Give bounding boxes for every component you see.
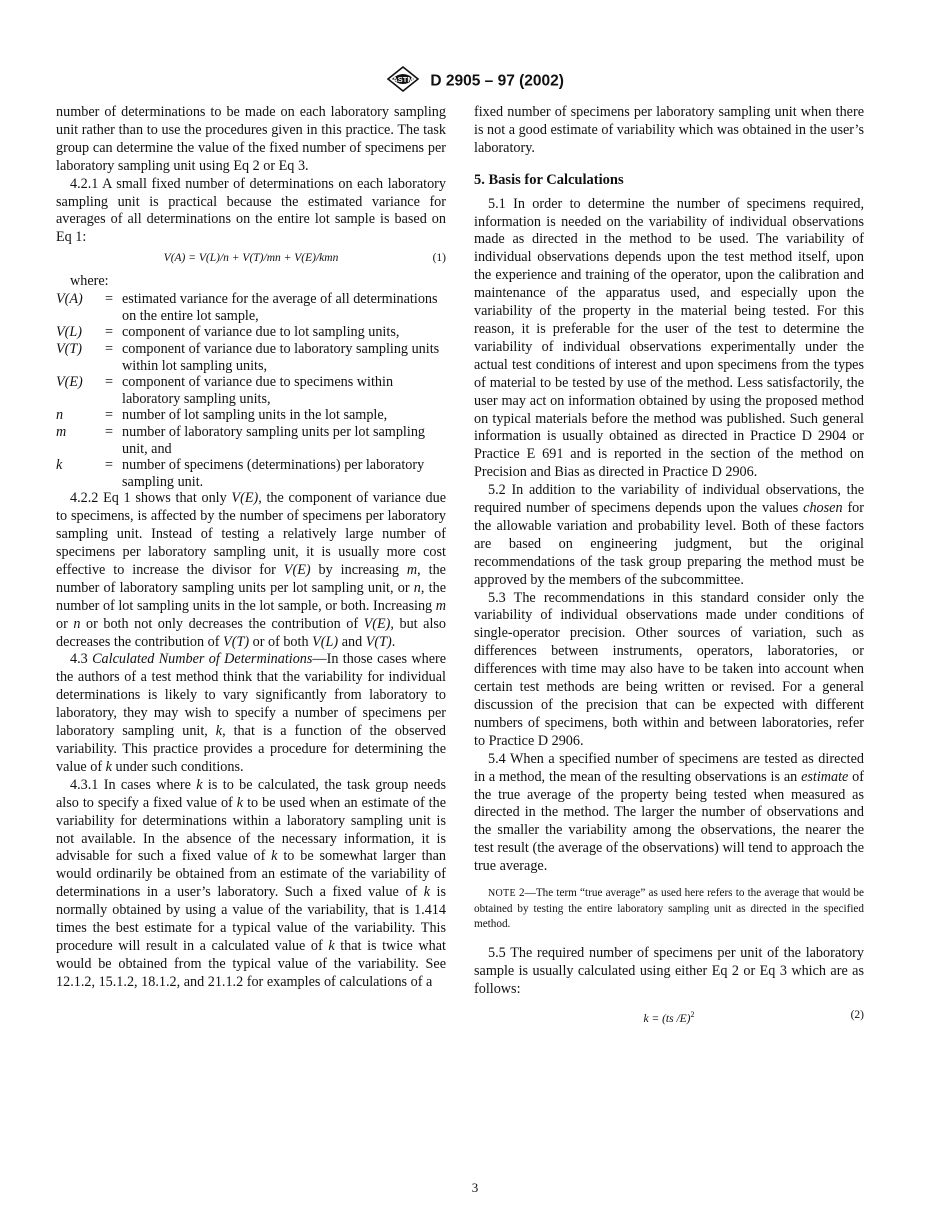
equation-2 (474, 1007, 864, 1029)
right-column (474, 104, 864, 1032)
where-label: where: (70, 273, 109, 290)
paragraph-4-3: 4.3 Calculated Number of Determinations—In those cases where the authors of a test method think that the variability for individual determinations is likely to vary significantly from laboratory to laboratory, they may wish to specify a number of specimens per laboratory sampling unit, k, that is a function of the observed variability. This practice provides a procedure for determining the value of k under such conditions. (56, 651, 447, 775)
definition-row: k = number of specimens (determinations) per laboratory sampling unit. (56, 457, 425, 490)
note-text: 2—The term “true average” as used here refers to the average that would be obtained by testing the entire laboratory sampling unit as directed in the specified method. (474, 887, 864, 931)
paragraph-4-3-1: 4.3.1 In cases where k is to be calculated, the task group needs also to specify a fixed value of k to be used when an estimate of the variability for determinations within a laboratory sampling unit is not available. In the absence of the necessary information, it is advisable for such a fixed value of k to be somewhat larger than would ordinarily be obtained from an estimate of the variability of determinations in a user’s laboratory. Such a fixed value of k is normally obtained by using a value of the variability, that is 1.414 times the best estimate for a typical value of the variability. This procedure will result in a calculated value of k that is twice what would be obtained from the typical value of the variability. See 12.1.2, 15.1.2, 18.1.2, and 21.1.2 for examples of calculations of a (56, 776, 447, 990)
definition-row: m = number of laboratory sampling units per lot sampling unit, and (56, 423, 426, 457)
paragraph-5-3: 5.3 The recommendations in this standard consider only the variability of individual observations made under conditions of single-operator precision. Other sources of variation, such as differences between instruments, operators, laboratories, or differences with time may also have to be taken into account when certain test methods are being written or revised. For a general discussion of the precision that can be expected with different numbers of specimens, both within and between laboratories, refer to Practice D 2906. (474, 589, 864, 749)
equation-1-number: (1) (432, 252, 446, 265)
symbol-definitions (56, 291, 446, 490)
svg-text:ASTM: ASTM (392, 75, 414, 84)
note-label: NOTE (488, 888, 516, 900)
paragraph-5-5: 5.5 The required number of specimens per unit of the laboratory sample is usually calculated using either Eq 2 or Eq 3 which are as follows: (474, 944, 864, 997)
page-number: 3 (471, 1180, 479, 1195)
definition-row: V(A) = estimated variance for the average of all determinations on the entire lot sample, (56, 291, 438, 324)
left-column (56, 104, 446, 992)
equation-2-formula: k = (ts /E)$^2$ (643, 1010, 695, 1026)
equation-1-formula: V(A) = V(L)/n + V(T)/mn + V(E)/kmn (163, 252, 339, 265)
astm-logo-icon (386, 66, 420, 97)
definition-row: V(E) = component of variance due to specimens within laboratory sampling units, (56, 374, 394, 407)
section-title: 5. Basis for Calculations (474, 171, 624, 188)
paragraph-continued-right: fixed number of specimens per laboratory sampling unit when there is not a good estimate of variability which was obtained in the user’s laboratory. (474, 104, 864, 156)
paragraph-continued: number of determinations to be made on each laboratory sampling unit rather than to use the procedures given in this practice. The task group can determine the value of the fixed number of specimens per laboratory sampling unit using Eq 2 or Eq 3. (56, 104, 446, 174)
definition-row: V(L) = component of variance due to lot sampling units, (56, 324, 400, 341)
paragraph-4-2-2: 4.2.2 Eq 1 shows that only V(E), the component of variance due to specimens, is affected by the number of specimens per laboratory sampling unit. Instead of testing a relatively large number of specimens per laboratory sampling unit, it is usually more cost effective to increase the divisor for V(E) by increasing m, the number of laboratory sampling units per lot sampling unit, or n, the number of lot sampling units in the lot sample, or both. Increasing m or n or both not only decreases the contribution of V(E), but also decreases the contribution of V(T) or of both V(L) and V(T). (56, 490, 447, 650)
paragraph-5-2: 5.2 In addition to the variability of individual observations, the required number of specimens depends upon the values chosen for the allowable variation and probability level. Both of these factors are based on engineering judgment, but the original recommendations of the task group preparing the method must be approved by the members of the subcommittee. (474, 482, 865, 588)
paragraph-4-2-1: 4.2.1 A small fixed number of determinations on each laboratory sampling unit is practical because the estimated variance for averages of all determinations on the entire lot sample is based on Eq 1: (56, 175, 446, 246)
paragraph-5-1: 5.1 In order to determine the number of specimens required, information is needed on the variability of individual observations made as directed in the method to be used. The variability of individual observations depends upon the test method itself, upon the experience and training of the operator, upon the calibration and maintenance of the apparatus used, and especially upon the variability of the property in the material being tested. For this reason, it is preferable for the user of the test to determine the variability of individual observations experimentally under the actual test conditions of interest and upon specimens from the types of material to be tested by use of the method. Less satisfactorily, the user may act on information obtained by using the proposed method on typical materials before the method was published. Such general information is usually obtained as directed in Practice D 2904 or Practice E 691 and is reported in the section of the method on Precision and Bias as directed in Practice D 2906. (474, 195, 864, 481)
note-2 (474, 886, 864, 933)
equation-2-number: (2) (850, 1008, 864, 1021)
page-header (0, 66, 950, 97)
definition-row: V(T) = component of variance due to laboratory sampling units within lot sampling units, (56, 340, 440, 374)
equation-1 (56, 250, 446, 267)
standard-designation: D 2905 – 97 (2002) (430, 72, 564, 90)
definition-row: n = number of lot sampling units in the lot sample, (56, 407, 388, 424)
paragraph-5-4: 5.4 When a specified number of specimens are tested as directed in a method, the mean of the resulting observations is an estimate of the true average of the property being tested when measured as directed in the method. The larger the number of observations and the smaller the variability among the observations, the nearer the test result (the average of the observations) will tend to approach the true average. (474, 750, 864, 875)
